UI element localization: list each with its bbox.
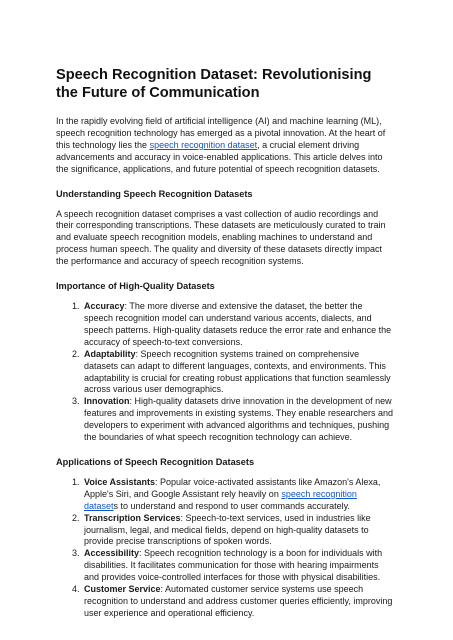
list-item-text: : The more diverse and extensive the dataset, the better the speech recognition model can understand various accents, dialects, and speech patterns. High-quality datasets reduce the error rate and enhance the accuracy of speech-to-text conversions. <box>84 301 392 347</box>
speech-recognition-dataset-link[interactable]: speech recognition dataset <box>149 139 258 150</box>
intro-text-after-link: , a crucial element driving advancements and accuracy in voice-enabled applications. This article delves into the significance, applications, and future potential of speech recognition datasets. <box>56 139 383 174</box>
list-item-term: Accuracy <box>84 301 125 312</box>
document-title: Speech Recognition Dataset: Revolutionising the Future of Communication <box>56 67 372 101</box>
list-item-text: : Speech recognition systems trained on comprehensive datasets can adapt to different languages, contexts, and environments. This adaptability is crucial for creating robust applications that function seamlessly across various user demographics. <box>84 348 391 395</box>
intro-paragraph <box>56 116 393 176</box>
list-item-text: : Speech recognition technology is a boon for individuals with disabilities. It facilitates communication for those with hearing impairments and provides voice-controlled interfaces for those with physical disabilities. <box>84 548 383 583</box>
list-item <box>82 477 393 513</box>
list-item-text: : High-quality datasets drive innovation in the development of new features and improvements in existing systems. They enable researchers and developers to experiment with advanced algorithms and techniques, pushing the boundaries of what speech recognition technology can achieve. <box>84 396 393 443</box>
list-item-text: : Automated customer service systems use speech recognition to understand and address customer queries efficiently, improving user experience and operational efficiency. <box>84 584 393 618</box>
list-item <box>82 396 393 444</box>
list-item-term: Innovation <box>84 396 130 407</box>
section-heading-importance: Importance of High-Quality Datasets <box>56 281 215 292</box>
list-item <box>82 584 393 620</box>
list-item-text: : Speech-to-text services, used in industries like journalism, legal, and medical fields, depend on high-quality datasets to provide precise transcriptions of spoken words. <box>84 512 371 547</box>
importance-list <box>56 301 393 444</box>
applications-list <box>56 477 393 620</box>
understanding-paragraph: A speech recognition dataset comprises a vast collection of audio recordings and their corresponding transcriptions. These datasets are meticulously curated to train and evaluate speech recognition models, enabling machines to understand and process human speech. The quality and diversity of these datasets directly impact the performance and accuracy of speech recognition systems. <box>56 208 386 267</box>
list-item-text: : Popular voice-activated assistants like Amazon's Alexa, Apple's Siri, and Google Assistant rely heavily on <box>84 476 381 499</box>
list-item-term: Customer Service <box>84 584 161 595</box>
list-item-term: Voice Assistants <box>84 476 156 487</box>
list-item <box>82 349 393 397</box>
list-item-term: Adaptability <box>84 348 136 359</box>
list-item <box>82 548 393 584</box>
speech-recognition-dataset-link[interactable]: speech recognition dataset <box>84 488 357 511</box>
list-item-term: Transcription Services <box>84 512 181 523</box>
list-item <box>82 301 393 349</box>
intro-text-before-link: In the rapidly evolving field of artificial intelligence (AI) and machine learning (ML), speech recognition technology has emerged as a pivotal innovation. At the heart of this technology lies the <box>56 116 386 150</box>
list-item-term: Accessibility <box>84 548 140 559</box>
section-heading-applications: Applications of Speech Recognition Datasets <box>56 456 255 467</box>
list-item-text: s to understand and respond to user commands accurately. <box>113 500 350 511</box>
section-heading-understanding: Understanding Speech Recognition Datasets <box>56 188 253 199</box>
list-item <box>82 513 393 549</box>
